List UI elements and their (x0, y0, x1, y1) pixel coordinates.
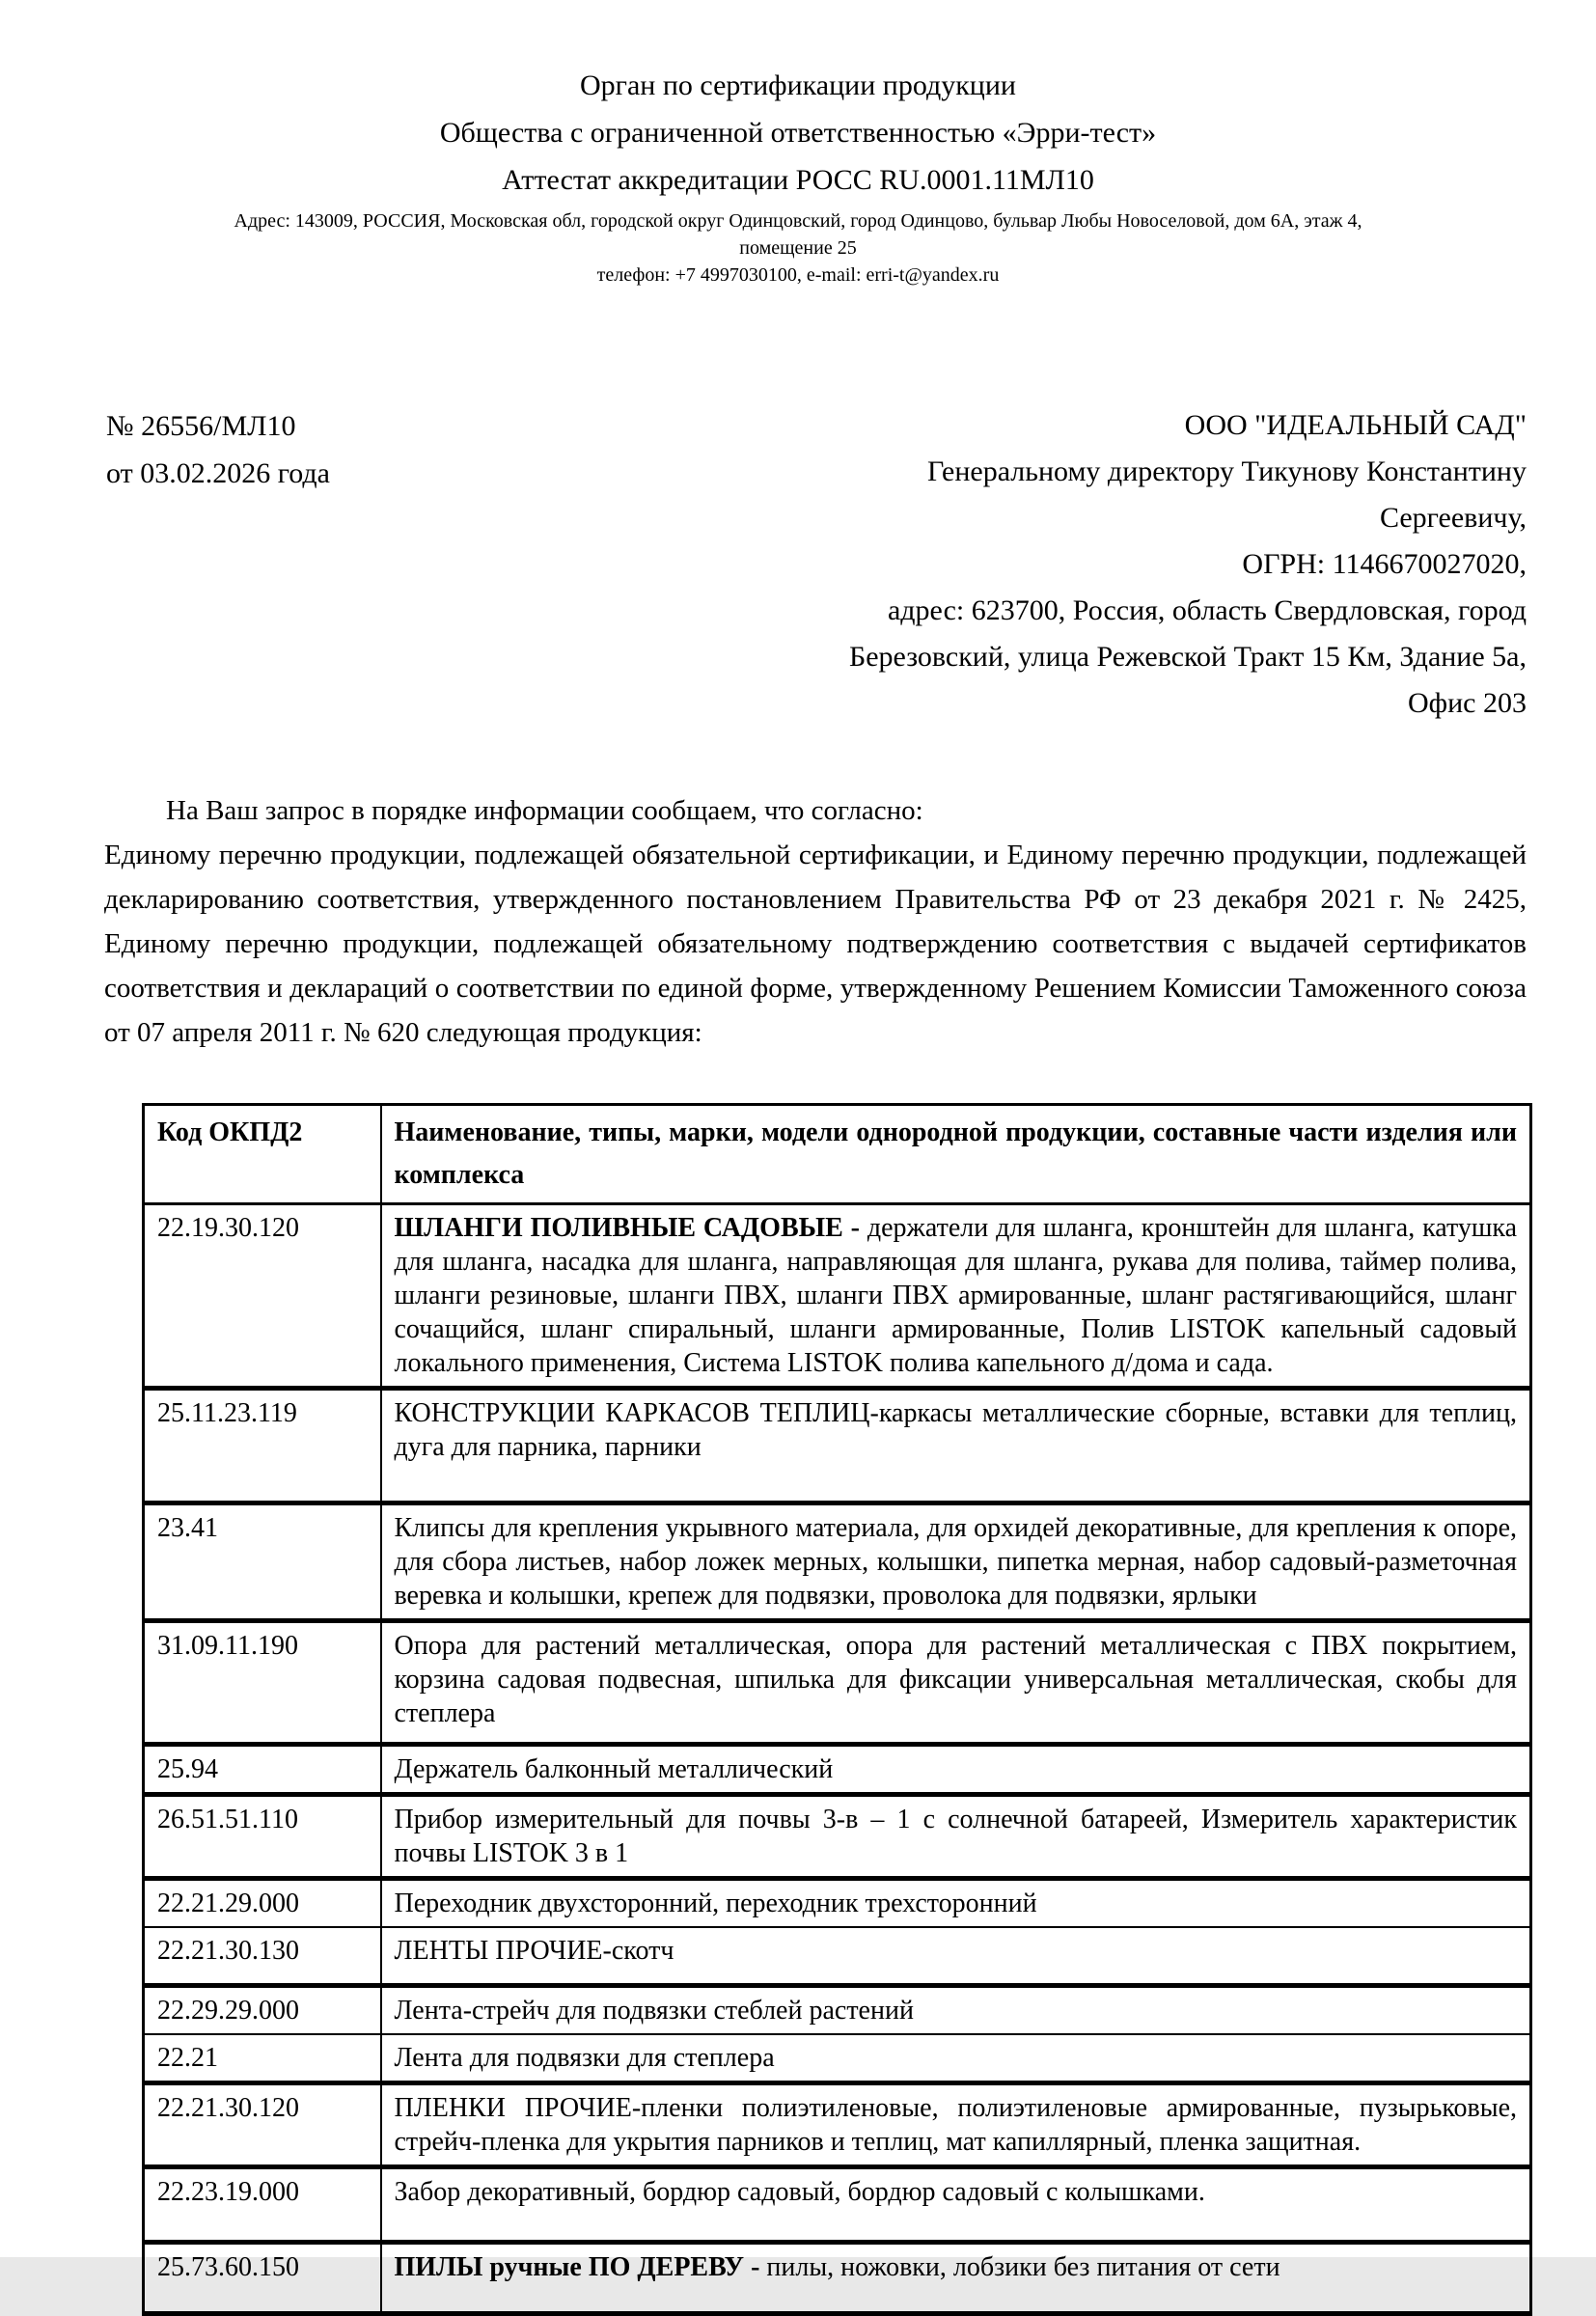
table-row (144, 1986, 1531, 2035)
body-paragraph: Единому перечню продукции, подлежащей обязательной сертификации, и Единому перечню продукции, подлежащей декларированию соответствия, утвержденного постановлением Правительства РФ от 23 декабря 2021 г. № 2425, Единому перечню продукции, подлежащей обязательному подтверждению соответствия с выдачей сертификатов соответствия и деклараций о соответствии по единой форме, утвержденному Решением Комиссии Таможенного союза от 07 апреля 2011 г. № 620 следующая продукция: (104, 840, 1527, 1048)
product-description-text: Опора для растений металлическая, опора для растений металлическая с ПВХ покрытием, корзина садовая подвесная, шпилька для фиксации универсальная металлическая, скобы для степлера (394, 1631, 1517, 1728)
addressee-line: ООО "ИДЕАЛЬНЫЙ САД" (1184, 409, 1527, 441)
addressee-block (849, 402, 1527, 727)
product-description-cell (381, 1927, 1531, 1986)
addressee-line: Генеральному директору Тикунову Константину (926, 455, 1527, 487)
product-description-cell (381, 1745, 1531, 1795)
product-description-cell (381, 1503, 1531, 1621)
reference-block (106, 402, 330, 497)
addressee-line: адрес: 623700, Россия, область Свердловская, город (887, 594, 1527, 626)
product-description-cell (381, 1389, 1531, 1503)
addressee-line: ОГРН: 1146670027020, (1242, 548, 1527, 580)
product-description-cell (381, 2034, 1531, 2083)
product-description-cell (381, 1621, 1531, 1745)
table-row (144, 1745, 1531, 1795)
product-description-text: Прибор измерительный для почвы 3-в – 1 с солнечной батареей, Измеритель характеристик почвы LISTOK 3 в 1 (394, 1805, 1517, 1868)
table-header-code: Код ОКПД2 (144, 1105, 381, 1204)
product-description-text: Переходник двухсторонний, переходник трехсторонний (394, 1889, 1037, 1918)
product-description-text: Клипсы для крепления укрывного материала, для орхидей декоративные, для крепления к опоре, для сбора листьев, набор ложек мерных, колышки, пипетка мерная, набор садовый-разметочная веревка и колышки, крепеж для подвязки, проволока для подвязки, ярлыки (394, 1513, 1517, 1611)
okpd-code-cell: 31.09.11.190 (144, 1621, 381, 1745)
table-row (144, 1621, 1531, 1745)
product-description-cell (381, 2083, 1531, 2167)
okpd-code-cell: 22.21.29.000 (144, 1879, 381, 1928)
product-bold-prefix: ПИЛЫ ручные ПО ДЕРЕВУ - (394, 2252, 767, 2282)
table-header-row (144, 1105, 1531, 1204)
okpd-code-cell: 25.11.23.119 (144, 1389, 381, 1503)
reference-section (0, 402, 1596, 727)
addressee-line: Сергеевичу, (1379, 502, 1527, 534)
product-description-text: Лента-стрейч для подвязки стеблей растений (394, 1996, 914, 2026)
addressee-line: Офис 203 (1408, 687, 1527, 719)
letterhead-contact: телефон: +7 4997030100, e-mail: erri-t@yandex.ru (596, 264, 1000, 286)
table-row (144, 1795, 1531, 1879)
okpd-code-cell: 26.51.51.110 (144, 1795, 381, 1879)
addressee-line: Березовский, улица Режевской Тракт 15 Км, Здание 5а, (848, 641, 1527, 673)
products-table (142, 1103, 1532, 2316)
product-description-text: Лента для подвязки для степлера (394, 2043, 775, 2073)
okpd-code-cell: 22.19.30.120 (144, 1204, 381, 1389)
reference-date: от 03.02.2026 года (106, 457, 330, 489)
table-row (144, 1879, 1531, 1928)
okpd-code-cell: 22.21.30.130 (144, 1927, 381, 1986)
product-description-text: держатели для шланга, кронштейн для шланга, катушка для шланга, насадка для шланга, направляющая для шланга, рукава для полива, таймер полива, шланги резиновые, шланги ПВХ, шланги ПВХ армированные, шланг растягивающийся, шланг сочащийся, шланг спиральный, шланги армированные, Полив LISTOK капельный садовый локального применения, Система LISTOK полива капельного д/дома и сада. (394, 1213, 1517, 1378)
product-description-cell (381, 2243, 1531, 2314)
product-description-text: пилы, ножовки, лобзики без питания от сети (766, 2252, 1280, 2282)
product-description-text: КОНСТРУКЦИИ КАРКАСОВ ТЕПЛИЦ-каркасы металлические сборные, вставки для теплиц, дуга для парника, парники (394, 1398, 1517, 1462)
product-description-text: ЛЕНТЫ ПРОЧИЕ-скотч (394, 1936, 674, 1966)
letterhead-org-block (0, 62, 1596, 204)
table-row (144, 1503, 1531, 1621)
table-header-name: Наименование, типы, марки, модели однородной продукции, составные части изделия или комплекса (381, 1105, 1531, 1204)
org-name-line-2: Общества с ограниченной ответственностью «Эрри-тест» (439, 117, 1157, 149)
table-row (144, 1204, 1531, 1389)
okpd-code-cell: 22.21.30.120 (144, 2083, 381, 2167)
product-description-cell (381, 1879, 1531, 1928)
reference-number: № 26556/МЛ10 (106, 410, 296, 442)
table-row (144, 2243, 1531, 2314)
body-intro: На Ваш запрос в порядке информации сообщаем, что согласно: (166, 795, 923, 826)
product-bold-prefix: ШЛАНГИ ПОЛИВНЫЕ САДОВЫЕ - (394, 1213, 867, 1243)
okpd-code-cell: 25.94 (144, 1745, 381, 1795)
table-row (144, 2083, 1531, 2167)
product-description-text: ПЛЕНКИ ПРОЧИЕ-пленки полиэтиленовые, полиэтиленовые армированные, пузырьковые, стрейч-пленка для укрытия парников и теплиц, мат капиллярный, пленка защитная. (394, 2093, 1517, 2157)
table-row (144, 2167, 1531, 2243)
okpd-code-cell: 25.73.60.150 (144, 2243, 381, 2314)
accreditation-line: Аттестат аккредитации РОСС RU.0001.11МЛ10 (502, 164, 1094, 196)
product-description-text: Забор декоративный, бордюр садовый, бордюр садовый с колышками. (394, 2177, 1205, 2207)
product-description-cell (381, 1986, 1531, 2035)
product-description-text: Держатель балконный металлический (394, 1754, 834, 1784)
product-description-cell (381, 1795, 1531, 1879)
letterhead-contacts-block (185, 207, 1411, 289)
product-description-cell (381, 1204, 1531, 1389)
table-row (144, 2034, 1531, 2083)
okpd-code-cell: 23.41 (144, 1503, 381, 1621)
letterhead-address-line-1: Адрес: 143009, РОССИЯ, Московская обл, городской округ Одинцовский, город Одинцово, бульвар Любы Новоселовой, дом 6А, этаж 4, (234, 210, 1362, 232)
okpd-code-cell: 22.23.19.000 (144, 2167, 381, 2243)
letter-body (0, 788, 1596, 1055)
letterhead (0, 0, 1596, 289)
table-row (144, 1389, 1531, 1503)
table-row (144, 1927, 1531, 1986)
letterhead-address-line-2: помещение 25 (739, 237, 857, 259)
org-name-line-1: Орган по сертификации продукции (580, 69, 1016, 101)
okpd-code-cell: 22.21 (144, 2034, 381, 2083)
okpd-code-cell: 22.29.29.000 (144, 1986, 381, 2035)
product-description-cell (381, 2167, 1531, 2243)
